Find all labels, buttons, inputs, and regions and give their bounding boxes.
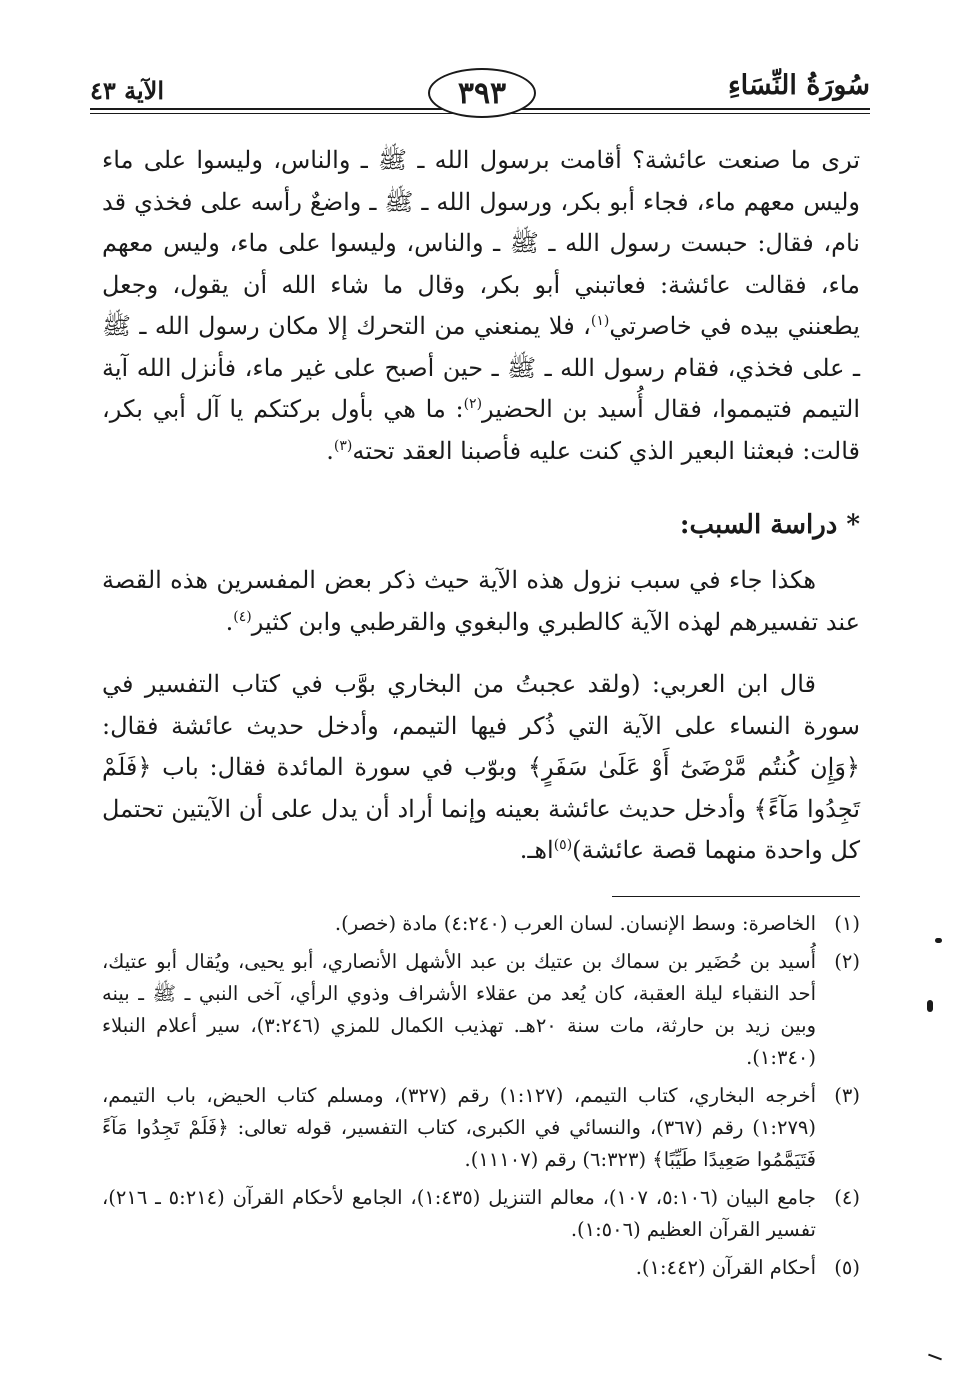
ayah-label: الآية ٤٣ [90, 76, 165, 105]
footnote-number: (٤) [834, 1186, 860, 1209]
footnote-number: (٣) [834, 1084, 860, 1107]
footnote-divider [612, 896, 860, 897]
footnote-number: (٢) [834, 950, 860, 973]
footnote-text: جامع البيان (٥:١٠٦، ١٠٧)، معالم التنزيل (١:٤٣٥)، الجامع لأحكام القرآن (٥:٢١٤ ـ ٢١٦)، تفسير القرآن العظيم (١:٥٠٦). [102, 1186, 816, 1241]
paragraph-text: ، فلا يمنعني من التحرك إلا مكان رسول الله ـ ﷺ ـ على فخذي، فقام رسول الله ـ ﷺ ـ حين أصبح على غير ماء، فأنزل الله آية التيمم فتيمموا، فقال أُسيد بن الحضير [102, 312, 860, 423]
footnote-ref-5[interactable]: (٥) [553, 837, 573, 853]
paragraph-text: . [225, 607, 234, 636]
surah-title: سُورَةُ النِّسَاءِ [727, 70, 870, 101]
paragraph-text: قال ابن العربي: (ولقد عجبتُ من البخاري بوَّب في كتاب التفسير في سورة النساء على الآية التي ذُكر فيها التيمم، وأدخل حديث عائشة فقال: ﴿وَإِن كُنتُم مَّرْضَىٰٓ أَوْ عَلَىٰ سَفَرٍ﴾ وبوّب في سورة المائدة فقال: باب ﴿فَلَمْ تَجِدُوا مَآءً﴾ وأدخل حديث عائشة بعينه وإنما أراد أن يدل على أن الآيتين تحتمل كل واحدة منهما قصة عائشة) [102, 670, 860, 864]
footnote-text: أخرجه البخاري، كتاب التيمم، (١:١٢٧) رقم (٣٢٧)، ومسلم كتاب الحيض، باب التيمم، (١:٢٧٩) رقم (٣٦٧)، والنسائي في الكبرى، كتاب التفسير، قوله تعالى: ﴿فَلَمْ تَجِدُوا مَآءً فَتَيَمَّمُوا صَعِيدًا طَيِّبًا﴾ (٦:٣٢٣) رقم (١١١٠٧). [102, 1084, 816, 1171]
study-paragraph [102, 560, 860, 643]
footnote-ref-4[interactable]: (٤) [233, 608, 252, 625]
scan-mark [935, 938, 942, 943]
footnote-item [102, 908, 860, 940]
footnote-item [102, 946, 860, 1074]
scan-mark [927, 1000, 933, 1012]
footnote-ref-2[interactable]: (٢) [463, 396, 483, 412]
footnote-text: أُسيد بن حُضَير بن سماك بن عتيك بن عبد الأشهل الأنصاري، أبو يحيى، ويُقال أبو عتيك، أحد النقباء ليلة العقبة، كان يُعد من عقلاء الأشراف وذوي الرأي، آخى النبي ـ ﷺ ـ بينه وبين زيد بن حارثة، مات سنة ٢٠هـ. تهذيب الكمال للمزي (٣:٢٤٦)، سير أعلام النبلاء (١:٣٤٠). [102, 950, 816, 1069]
footnote-number: (١) [834, 912, 860, 935]
footnotes [102, 908, 860, 1290]
footnote-item [102, 1252, 860, 1284]
page-header [90, 70, 870, 132]
footnote-number: (٥) [834, 1256, 860, 1279]
paragraph-text: : ما هي بأول بركتكم يا آل أبي بكر، قالت: فبعثنا البعير الذي كنت عليه فأصبنا العقد تحته [102, 395, 860, 465]
paragraph-text: هكذا جاء في سبب نزول هذه الآية حيث ذكر بعض المفسرين هذه القصة عند تفسيرهم لهذه الآية كالطبري والبغوي والقرطبي وابن كثير [102, 566, 860, 636]
footnote-item [102, 1182, 860, 1246]
footnote-ref-3[interactable]: (٣) [333, 437, 353, 454]
section-heading: * دراسة السبب: [679, 510, 860, 540]
quote-paragraph [102, 664, 860, 872]
paragraph-text: . [326, 436, 334, 465]
hadith-paragraph [102, 140, 860, 472]
page-number: ٣٩٣ [428, 68, 536, 118]
paragraph-text: اهـ. [519, 836, 554, 864]
footnote-text: الخاصرة: وسط الإنسان. لسان العرب (٤:٢٤٠) مادة (خصر). [334, 912, 816, 935]
scan-mark [928, 1354, 942, 1361]
paragraph-text: ترى ما صنعت عائشة؟ أقامت برسول الله ـ ﷺ ـ والناس، وليسوا على ماء وليس معهم ماء، فجاء أبو بكر، ورسول الله ـ ﷺ ـ واضعٌ رأسه على فخذي قد نام، فقال: حبست رسول الله ـ ﷺ ـ والناس، وليسوا على ماء، وليس معهم ماء، فقالت عائشة: فعاتبني أبو بكر، وقال ما شاء الله أن يقول، وجعل يطعنني بيده في خاصرتي [102, 146, 860, 340]
footnote-ref-1[interactable]: (١) [590, 313, 610, 329]
footnote-text: أحكام القرآن (١:٤٤٢). [635, 1256, 816, 1279]
footnote-item [102, 1080, 860, 1176]
